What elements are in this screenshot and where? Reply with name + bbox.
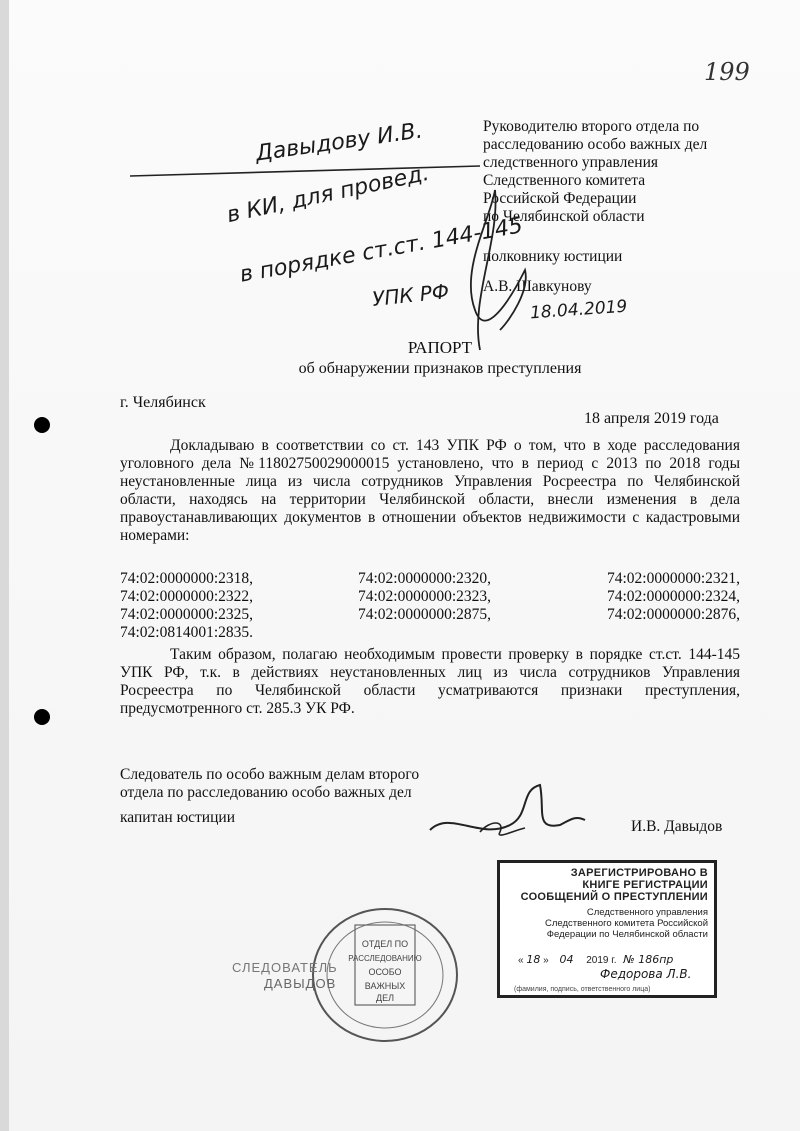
- resolution-line-4: УПК РФ: [370, 279, 451, 311]
- addressee-rank: полковнику юстиции: [483, 248, 623, 265]
- title-text: РАПОРТ: [407, 338, 473, 357]
- cadastral-row: [120, 624, 740, 642]
- resolution-underline: [130, 160, 490, 180]
- faded-line-2: ДАВЫДОВ: [264, 976, 337, 991]
- round-seal: [300, 895, 470, 1055]
- reg-stamp-line-2: КНИГЕ РЕГИСТРАЦИИ: [582, 879, 708, 891]
- reg-stamp-footer: (фамилия, подпись, ответственного лица): [514, 986, 651, 993]
- addressee-line-3: следственного управления: [483, 154, 658, 171]
- resolution-date: 18.04.2019: [529, 296, 628, 324]
- reg-month: 04: [559, 953, 574, 966]
- report-date: 18 апреля 2019 года: [584, 410, 719, 427]
- cadastral-number: 74:02:0000000:2325,: [120, 606, 254, 623]
- cadastral-number: 74:02:0000000:2875,: [358, 606, 492, 623]
- reg-stamp-header: [500, 867, 708, 903]
- reg-stamp-date-row: « 18 » 04 2019 г. № 186пр: [518, 953, 674, 966]
- addressee-line-4: Следственного комитета: [483, 172, 646, 189]
- svg-text:РАССЛЕДОВАНИЮ: РАССЛЕДОВАНИЮ: [348, 954, 422, 963]
- paragraph-2: [120, 646, 740, 718]
- registration-stamp: [497, 860, 717, 998]
- scan-edge: [0, 0, 9, 1131]
- cadastral-number: 74:02:0814001:2835.: [120, 624, 254, 641]
- document-subtitle-wrap: [0, 360, 800, 378]
- punch-hole-bottom: [34, 709, 50, 725]
- reg-stamp-line-3: СООБЩЕНИЙ О ПРЕСТУПЛЕНИИ: [520, 891, 708, 903]
- paragraph-1-text: Докладываю в соответствии со ст. 143 УПК РФ о том, что в ходе расследования уголовного дела №11802750029000015 установлено, что в период с 2013 по 2018 годы неустановленные лица из числа сотрудников Управления Росреестра по Челябинской области, находясь на территории Челябинской области, внесли изменения в дела правоустанавливающих документов в отношении объектов недвижимости с кадастровыми номерами:: [120, 437, 740, 544]
- addressee-line-6: по Челябинской области: [483, 208, 645, 225]
- reg-officer: Федорова Л.В.: [600, 967, 692, 981]
- punch-hole-top: [34, 417, 50, 433]
- cadastral-number: 74:02:0000000:2318,: [120, 570, 254, 587]
- signer-title-2: отдела по расследованию особо важных дел: [120, 784, 412, 801]
- svg-text:ВАЖНЫХ: ВАЖНЫХ: [364, 981, 406, 991]
- reg-stamp-org-2: Следственного комитета Российской: [545, 918, 708, 929]
- addressee-line-2: расследованию особо важных дел: [483, 136, 708, 153]
- reg-day: 18: [526, 953, 541, 966]
- cadastral-row: [120, 588, 740, 606]
- addressee-line-5: Российской Федерации: [483, 190, 637, 207]
- svg-text:ДЕЛ: ДЕЛ: [375, 993, 395, 1003]
- paragraph-1: [120, 437, 740, 545]
- reg-stamp-org: [545, 907, 708, 940]
- cadastral-number: 74:02:0000000:2321,: [606, 570, 740, 587]
- reg-year: 2019 г.: [586, 955, 617, 966]
- signer-signature: [420, 770, 590, 850]
- paragraph-2-text: Таким образом, полагаю необходимым провести проверку в порядке ст.ст. 144-145 УПК РФ, т.к. в действиях неустановленных лиц из числа сотрудников Управления Росреестра по Челябинской области усматриваются признаки преступления, предусмотренного ст. 285.3 УК РФ.: [120, 646, 740, 717]
- cadastral-number: 74:02:0000000:2876,: [606, 606, 740, 623]
- svg-text:ОСОБО: ОСОБО: [368, 967, 402, 977]
- addressee-name: А.В. Шавкунову: [483, 278, 592, 295]
- reg-stamp-line-1: ЗАРЕГИСТРИРОВАНО В: [570, 867, 708, 879]
- resolution-line-3: в порядке ст.ст. 144-145: [238, 213, 525, 288]
- resolution-line-1: Давыдову И.В.: [254, 118, 425, 167]
- subtitle-text: об обнаружении признаков преступления: [298, 360, 582, 377]
- cadastral-number: 74:02:0000000:2322,: [120, 588, 254, 605]
- reg-stamp-org-1: Следственного управления: [586, 907, 708, 918]
- resolution-line-2: в КИ, для провед.: [224, 160, 432, 229]
- signer-name: И.В. Давыдов: [631, 818, 723, 835]
- signer-rank: капитан юстиции: [120, 809, 235, 826]
- cadastral-list: [120, 570, 740, 642]
- city: г. Челябинск: [120, 394, 206, 411]
- cadastral-number: 74:02:0000000:2323,: [358, 588, 492, 605]
- page-number: 199: [704, 58, 750, 86]
- reg-number: № 186пр: [623, 953, 674, 966]
- cadastral-number: 74:02:0000000:2324,: [606, 588, 740, 605]
- reg-stamp-org-3: Федерации по Челябинской области: [546, 929, 708, 940]
- cadastral-row: [120, 570, 740, 588]
- addressee-line-1: Руководителю второго отдела по: [483, 118, 700, 135]
- cadastral-row: [120, 606, 740, 624]
- cadastral-number: 74:02:0000000:2320,: [358, 570, 492, 587]
- svg-text:ОТДЕЛ ПО: ОТДЕЛ ПО: [361, 939, 409, 949]
- faded-line-1: СЛЕДОВАТЕЛЬ: [232, 960, 338, 975]
- document-title: [0, 338, 800, 358]
- resolution-signature: [440, 180, 540, 360]
- signer-title-1: Следователь по особо важным делам второго: [120, 766, 420, 783]
